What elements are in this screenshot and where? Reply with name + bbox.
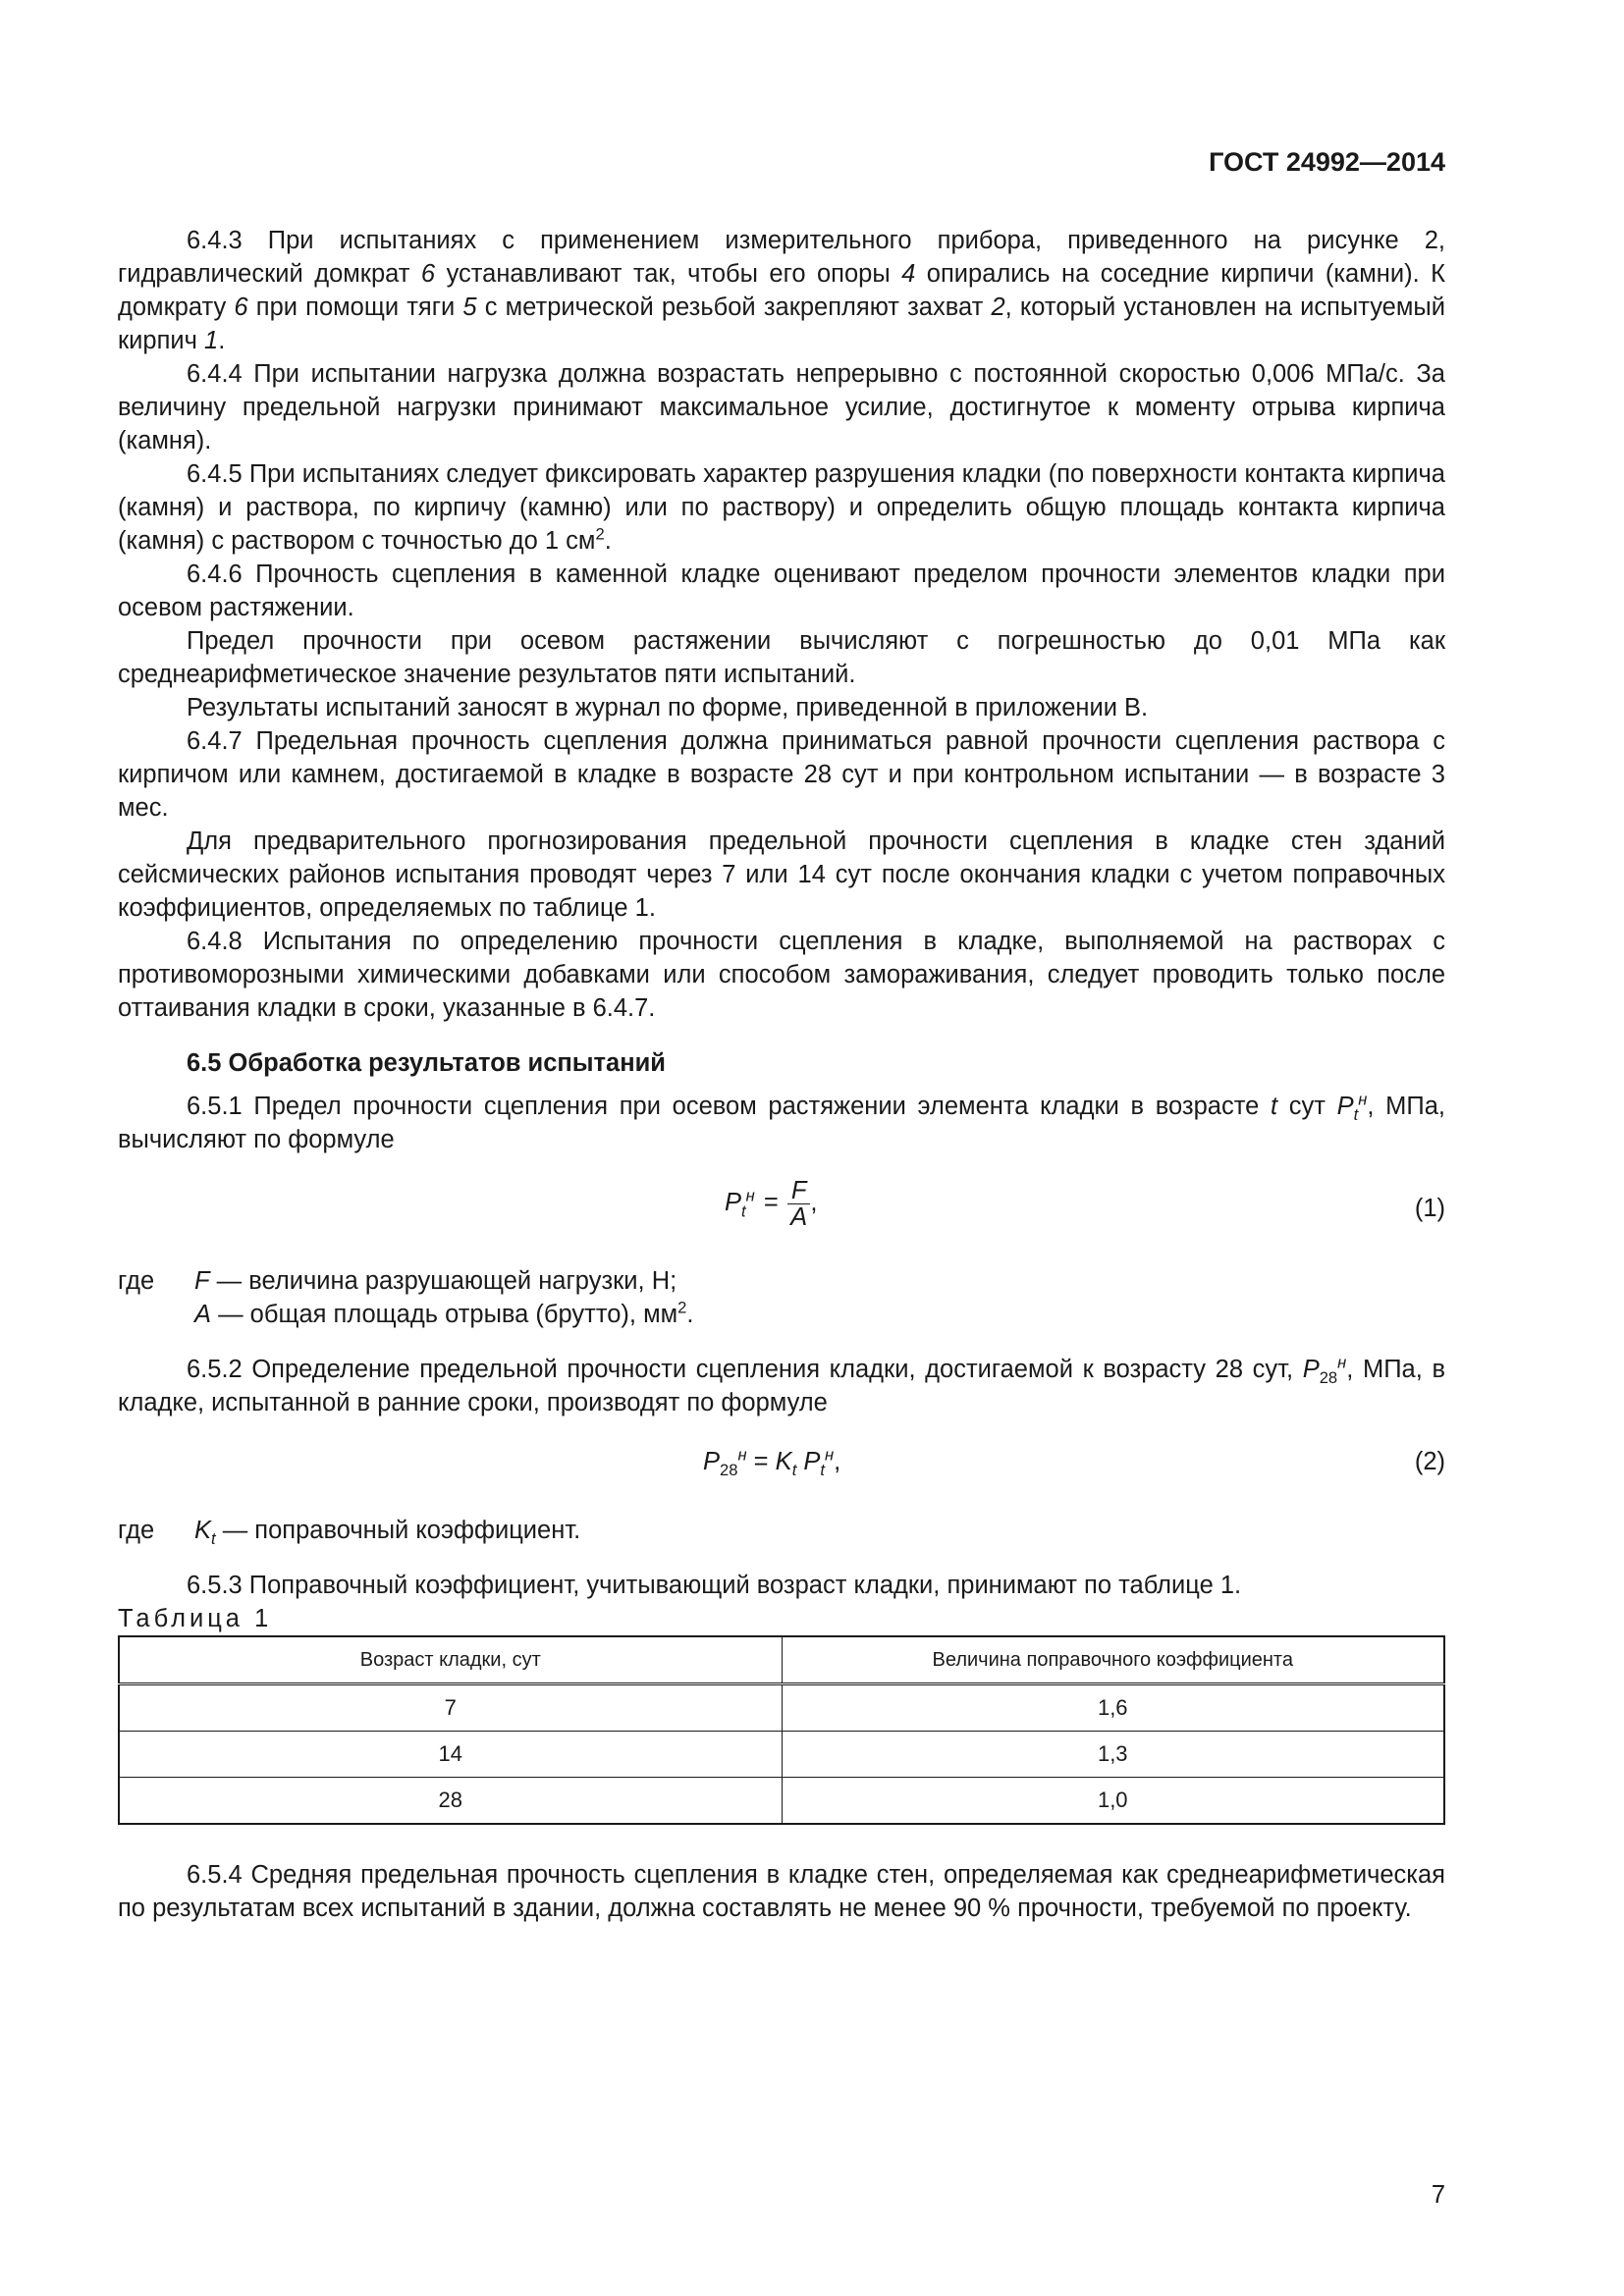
body-text [118,224,1445,1925]
paragraph-6-4-3: 6.4.3 При испытаниях с применением измерительного прибора, приведенного на рисунке 2, гидравлический домкрат 6 устанавливают так, чтобы его опоры 4 опирались на соседние кирпичи (камни). К домкрату 6 при помощи тяги 5 с метрической резьбой закрепляют захват 2, который установлен на испытуемый кирпич 1. [118,227,1445,354]
paragraph-6-4-4: 6.4.4 При испытании нагрузка должна возрастать непрерывно с постоянной скоростью 0,006 МПа/с. За величину предельной нагрузки принимают максимальное усилие, достигнутое к моменту отрыва кирпича (камня). [118,360,1445,454]
paragraph-6-5-1: 6.5.1 Предел прочности сцепления при осевом растяжении элемента кладки в возрасте t сут $P_t^н$, МПа, вычисляют по формуле [118,1090,1445,1153]
table-cell-coefficient: 1,3 [782,1732,1444,1778]
table-cell-coefficient: 1,0 [782,1778,1444,1825]
formula-1 [118,1178,1445,1247]
table-row [119,1732,1444,1778]
fraction-F-over-A: $\frac{F}{A}$ [787,1178,811,1230]
table-header-row [119,1636,1444,1684]
table-row [119,1684,1444,1732]
paragraph-6-4-7-b: Для предварительного прогнозирования предельной прочности сцепления в кладке стен зданий сейсмических районов испытания проводят через 7 или 14 сут после окончания кладки с учетом поправочных коэффициентов, определяемых по таблице 1. [118,828,1445,922]
table-header-coefficient: Величина поправочного коэффициента [782,1636,1444,1684]
where-block-1: где F — величина разрушающей нагрузки, Н; [118,1267,677,1295]
paragraph-6-5-3: 6.5.3 Поправочный коэффициент, учитывающий возраст кладки, принимают по таблице 1. [187,1572,1242,1599]
paragraph-6-5-4: 6.5.4 Средняя предельная прочность сцепления в кладке стен, определяемая как среднеарифметическая по результатам всех испытаний в здании, должна составлять не менее 90 % прочности, требуемой по проекту. [118,1861,1445,1922]
table-cell-coefficient: 1,6 [782,1684,1444,1732]
formula-1-expression: $P_t^н$ = $\frac{F}{A}$ , [725,1177,818,1231]
formula-2-number: (2) [1414,1448,1445,1475]
paragraph-6-4-6-c: Результаты испытаний заносят в журнал по форме, приведенной в приложении В. [187,694,1149,721]
paragraph-6-4-8: 6.4.8 Испытания по определению прочности сцепления в кладке, выполняемой на растворах с противоморозными химическими добавками или способом замораживания, следует проводить только после оттаивания кладки в сроки, указанные в 6.4.7. [118,928,1445,1022]
table-row [119,1778,1444,1825]
correction-coefficient-table [118,1635,1445,1825]
table-caption: Таблица 1 [118,1605,273,1632]
paragraph-6-4-7: 6.4.7 Предельная прочность сцепления должна приниматься равной прочности сцепления раствора с кирпичом или камнем, достигаемой в кладке в возрасте 28 сут и при контрольном испытании — в возрасте 3 мес. [118,727,1445,822]
formula-2-expression: $P_{28}^н = K_t$ $P_t^н$, [703,1445,841,1480]
page-number: 7 [1431,2181,1445,2209]
table-cell-age: 7 [119,1684,782,1732]
section-title-6-5: 6.5 Обработка результатов испытаний [187,1049,666,1077]
where-block-1-line-2: A — общая площадь отрыва (брутто), $мм^2$. [194,1298,694,1328]
table-header-age: Возраст кладки, сут [119,1636,782,1684]
formula-1-number: (1) [1414,1195,1445,1222]
document-id-header: ГОСТ 24992—2014 [1209,147,1445,177]
paragraph-6-4-5: 6.4.5 При испытаниях следует фиксировать характер разрушения кладки (по поверхности контакта кирпича (камня) и раствора, по кирпичу (камню) или по раствору) и определить общую площадь контакта кирпича (камня) с раствором с точностью до 1 $см^2$. [118,460,1445,555]
formula-2 [118,1441,1445,1496]
table-cell-age: 14 [119,1732,782,1778]
paragraph-6-5-2: 6.5.2 Определение предельной прочности сцепления кладки, достигаемой к возрасту 28 сут, $P_{28}^н$, МПа, в кладке, испытанной в ранние сроки, производят по формуле [118,1353,1445,1416]
table-cell-age: 28 [119,1778,782,1825]
where-block-2: где $K_t$ — поправочный коэффициент. [118,1517,581,1549]
paragraph-6-4-6: 6.4.6 Прочность сцепления в каменной кладке оценивают пределом прочности элементов кладки при осевом растяжении. [118,561,1445,621]
paragraph-6-4-6-b: Предел прочности при осевом растяжении вычисляют с погрешностью до 0,01 МПа как среднеарифметическое значение результатов пяти испытаний. [118,627,1445,688]
